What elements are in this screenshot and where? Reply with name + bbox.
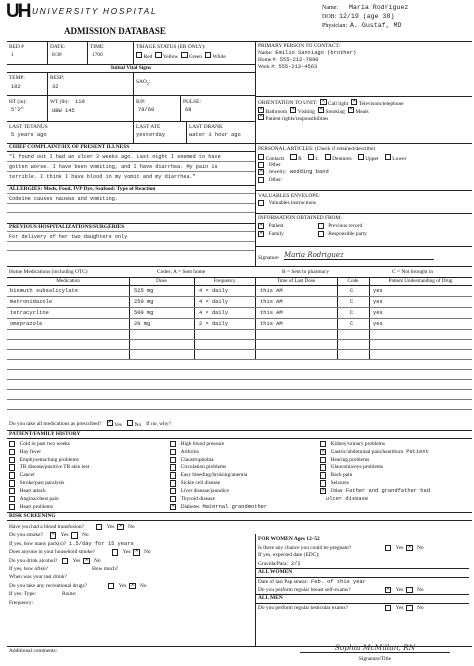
patient-rights-checkbox[interactable] [258,114,264,120]
col-dose: Dose [156,278,167,284]
household-smoke-yes-checkbox[interactable] [112,549,118,555]
table-row: omeprazole 20 mg 2 × daily this AM C yes [10,321,383,327]
code-a: Codes: A = Sent home [157,269,206,275]
allergies-label: ALLERGIES: Meds, Food, IVP Dye, Seafood: Type of Reaction [9,186,156,192]
transfusion-yes-checkbox[interactable] [96,524,102,530]
drugs-yes-checkbox[interactable] [108,583,114,589]
hx-stroke-checkbox[interactable] [9,480,15,486]
pregnant-yes-checkbox[interactable] [385,545,391,551]
hx-circulation-checkbox[interactable] [170,464,176,470]
code-b: B = Sent to pharmacy [282,269,330,275]
personal-articles-label: PERSONAL ARTICLES: (Check if retained/describe) [258,146,376,152]
valuables-section: VALUABLES ENVELOPE: Valuables instructions [258,193,321,206]
table-row: metronidazole 250 mg 4 × daily this AM C yes [10,299,383,305]
contact-home-phone: 555-212-7890 [279,57,319,63]
primary-contact-section: PRIMARY PERSON TO CONTACT: Name: Emilio Santiago (brother) Home #: 555-212-7890 Work #: 555-213-4563 [258,43,357,70]
temp-value: 102 [11,84,21,90]
meds-prescribed-no-checkbox[interactable] [127,420,133,426]
resp-value: 32 [52,84,59,90]
pulse-value: 68 [185,107,192,113]
code-c: C = Not brought in [392,269,434,275]
testicular-yes-checkbox[interactable] [385,605,391,611]
contacts-checkbox[interactable] [258,154,264,160]
physician-value: A. Gustaf, MD [350,22,402,30]
nurse-signature: Sophia McMillan, RN [300,643,450,653]
glasses-other-checkbox[interactable] [258,162,264,168]
form-title: ADMISSION DATABASE [64,26,166,36]
hx-heart-problems-checkbox[interactable] [9,504,15,510]
name-label: Name: [322,5,338,12]
vitals-row-2 [7,96,255,121]
admission-row [7,42,255,64]
time-label: TIME: [90,44,105,50]
info-source-section: INFORMATION OBTAINED FROM: ✕ Patient Previous record ✕ Family Responsible party [258,215,470,245]
contact-name: Emilio Santiago (brother) [275,50,357,56]
contacts-left-checkbox[interactable] [308,154,314,160]
last-drank-label: LAST DRANK [189,124,223,130]
hx-hay-fever-checkbox[interactable] [9,449,15,455]
other-note-2: ulcer disease [326,496,369,503]
all-women-label: ALL WOMEN [258,569,293,575]
last-drank-value: water 1 hour ago [189,132,241,138]
hx-other-checkbox[interactable] [320,488,326,494]
chief-complaint-section [7,143,255,185]
testicular-no-checkbox[interactable] [406,605,412,611]
jewelry-value: wedding band [289,169,329,175]
weight-label: WT (lb): [50,99,69,105]
lower-checkbox[interactable] [385,154,391,160]
hospital-logo [6,2,176,24]
for-women-label: FOR WOMEN Ages 12–52 [258,536,320,542]
resp-label: RESP: [50,75,65,81]
info-family-checkbox[interactable] [258,231,264,237]
history-col-2: High blood pressure Arthritis Claustrophobia Circulation problems Easy bleeding/bruising/anemia Sickle cell disease Liver disease/jaundice Thyroid disease ✕ Diabetes Maternal grandmother [170,440,320,511]
height-label: HT (in): [9,99,27,105]
bp-label: B/P: [136,99,146,105]
table-row: tetracycline 500 mg 4 × daily this AM C yes [10,310,383,316]
other-note-1: Father and grandfather had [345,488,430,495]
smoke-no-checkbox[interactable] [71,532,77,538]
dob-value: 12/19 (age 38) [339,13,395,21]
valuables-checkbox[interactable] [258,200,264,206]
hospitalizations-section [7,224,255,266]
logo-mark: UH [6,1,30,22]
hx-liver-checkbox[interactable] [170,488,176,494]
other-label: Other [268,161,281,168]
meds-prescribed-row: Do you take all medications as prescribed? ✕ Yes No If no, why? [9,420,171,428]
transfusion-no-checkbox[interactable] [117,524,123,530]
hx-kidney-checkbox[interactable] [320,441,326,447]
hx-thyroid-checkbox[interactable] [170,496,176,502]
comments-label: Additional comments: [9,648,58,654]
hx-cold-checkbox[interactable] [9,441,15,447]
orientation-label: ORIENTATION TO UNIT: [258,99,318,106]
dob-label: DOB: [322,14,337,21]
bp-value: 78/60 [138,107,155,113]
col-understanding: Patient Understanding of Drug [388,278,453,284]
weight-value: 110 [75,99,85,105]
vitals-row-1 [7,73,255,95]
triage-yellow-checkbox[interactable] [155,52,161,58]
temp-label: TEMP: [9,75,25,81]
other-article-checkbox[interactable] [258,177,264,183]
height-value: 5'2" [11,107,24,113]
date-value: 8/30 [52,52,62,58]
dentures-checkbox[interactable] [325,154,331,160]
breast-exam-no-checkbox[interactable] [406,587,412,593]
jewelry-checkbox[interactable] [258,169,264,175]
call-light-checkbox[interactable] [320,99,326,105]
hx-bleeding-checkbox[interactable] [170,472,176,478]
col-medication: Medication [56,278,80,284]
smoking-checkbox[interactable] [318,107,324,113]
breast-exam-yes-checkbox[interactable] [385,587,391,593]
hx-glaucoma-checkbox[interactable] [320,464,326,470]
logo-text: UNIVERSITY HOSPITAL [32,7,158,16]
allergies-value: Codeine causes nausea and vomiting. [9,196,118,202]
upper-checkbox[interactable] [358,154,364,160]
history-col-3: Kidney/urinary problems ✕ Gastric/abdominal pain/heartburn Patient Hearing problems Glaucoma/eye problems Back pain Seizures ✕ Other Father and grandfather had ulcer disease [320,440,472,503]
contact-work-phone: 555-213-4563 [278,64,318,70]
home-medications-section [7,267,472,417]
table-row: bismuth subsalicylate 525 mg 4 × daily this AM C yes [10,288,383,294]
hx-tb-checkbox[interactable] [9,464,15,470]
allergies-section [7,186,255,223]
diabetes-note: Maternal grandmother [202,503,268,510]
risk-section: Have you had a blood transfusion? Yes ✕ No Do you smoke? ✕ Yes No If yes, how many pack(s)? 1.5/day for 15 years Does anyone in your household smoke? Yes ✕ No Do you drink alcohol? Yes ✕ No If yes, how often? How much? When was your last drink? Do you take any recreational drugs? Yes ✕ No If yes: Type: Route: Frequency: [9,523,253,607]
usual-body-weight: UBW 145 [52,108,75,114]
meals-checkbox[interactable] [348,107,354,113]
packs-value: 1.5/day for 15 years [69,540,134,547]
bed-value: 1 [11,52,14,58]
info-source-label: INFORMATION OBTAINED FROM: [258,215,342,221]
complaint-line-1: "I found out I had an ulcer 2 weeks ago. Last night I seemed to have [9,154,221,160]
all-men-label: ALL MEN [258,595,283,601]
drugs-no-checkbox[interactable] [129,583,135,589]
pregnant-no-checkbox[interactable] [406,545,412,551]
signature-label: Signature [258,255,279,261]
contacts-right-checkbox[interactable] [290,154,296,160]
complaint-line-2: gotten worse. I have been vomiting, and I have diarrhea. My pain is [9,164,218,170]
patient-name: Maria Rodriguez [349,4,409,12]
patient-signature: Maria Rodriguez [284,251,434,260]
hospitalizations-label: PREVIOUS HOSPITALIZATIONS/SURGERIES [9,224,125,230]
col-frequency: Frequency [213,278,236,284]
gastric-note: Patient [406,448,429,455]
bathroom-checkbox[interactable] [258,107,264,113]
vitals-row-3 [7,122,255,143]
meds-prescribed-question: Do you take all medications as prescribed? [9,420,102,427]
complaint-line-3: terrible. I think I have blood in my vomit and my diarrhea." [9,174,196,180]
tetanus-label: LAST TETANUS [9,124,48,130]
gravida-value: 2/2 [290,560,301,567]
home-meds-label: Home Medications (including OTC) [9,269,88,275]
signature-top [258,251,470,265]
hx-back-pain-checkbox[interactable] [320,472,326,478]
pulse-label: PULSE: [183,99,201,105]
bed-label: BED # [9,44,24,50]
hx-hearing-checkbox[interactable] [320,457,326,463]
history-col-1: Cold in past two weeks Hay fever Emphysema/lung problems TB disease/positive TB skin test Cancer Stroke/past paralysis Heart attack Angina/chest pain Heart problems [9,440,159,511]
hx-high-bp-checkbox[interactable] [170,441,176,447]
info-previous-record-checkbox[interactable] [318,223,324,229]
personal-articles-section: PERSONAL ARTICLES: (Check if retained/describe) Contacts R L Dentures Upper Lower Other ✕ Jewelry: wedding band Other: [258,146,470,186]
hx-emphysema-checkbox[interactable] [9,457,15,463]
patient-id-block [322,4,472,31]
pap-value: Feb. of this year [311,578,366,585]
visiting-checkbox[interactable] [290,107,296,113]
smoke-yes-checkbox[interactable] [50,532,56,538]
television-checkbox[interactable] [351,99,357,105]
col-last-dose: Time of Last Dose [276,278,316,284]
orientation-section: ORIENTATION TO UNIT: ✕ Call light ✕ Television/telephone ✕Bathroom ✕ Visiting ✕ Smoking ✕ Meals ✕Patient rights/responsibilities [258,99,470,127]
last-ate-label: LAST ATE [136,124,161,130]
hx-seizures-checkbox[interactable] [320,480,326,486]
tetanus-value: 5 years ago [11,132,47,138]
col-code: Code [347,278,359,284]
triage-options: Red Yellow Green White [136,52,226,60]
household-smoke-no-checkbox[interactable] [133,549,139,555]
physician-label: Physician: [322,23,347,30]
alcohol-no-checkbox[interactable] [83,558,89,564]
vitals-header: Initial Vital Signs [110,65,152,71]
triage-white-checkbox[interactable] [205,52,211,58]
column-divider [255,41,256,266]
hx-diabetes-checkbox[interactable] [170,504,176,510]
triage-red-checkbox[interactable] [136,52,142,58]
hospitalizations-value: For delivery of her two daughters only [9,234,128,240]
sao2-label: $SAO_2$: [136,79,151,87]
hx-gastric-checkbox[interactable] [320,449,326,455]
hx-heart-attack-checkbox[interactable] [9,488,15,494]
hx-angina-checkbox[interactable] [9,496,15,502]
women-men-section: FOR WOMEN Ages 12–52 Is there any chance you could be pregnant? Yes ✕ No If yes, expected date (EDC): Gravida/Para: 2/2 ALL WOMEN Date of last Pap smear: Feb. of this year Do you perform regular breast self-exams? ✕ Yes No ALL MEN Do you perform regular testicular exams? Yes No [258,536,470,612]
history-label: PATIENT/FAMILY HISTORY [9,431,81,437]
info-patient-checkbox[interactable] [258,223,264,229]
alcohol-yes-checkbox[interactable] [62,558,68,564]
hx-cancer-checkbox[interactable] [9,472,15,478]
date-label: DATE: [50,44,66,50]
triage-green-checkbox[interactable] [181,52,187,58]
meds-prescribed-yes-checkbox[interactable] [107,420,113,426]
hx-sickle-cell-checkbox[interactable] [170,480,176,486]
signature-title-label: Signature/Title [358,656,392,662]
primary-contact-label: PRIMARY PERSON TO CONTACT: [258,43,341,49]
info-responsible-party-checkbox[interactable] [318,231,324,237]
valuables-label: VALUABLES ENVELOPE: [258,193,321,199]
risk-label: RISK SCREENING [9,513,56,519]
triage-label: TRIAGE STATUS (ER ONLY): [136,44,206,50]
time-value: 1700 [92,52,103,58]
chief-complaint-label: CHIEF COMPLAINT/HX OF PRESENT ILLNESS [9,144,130,150]
last-ate-value: yesterday [136,132,166,138]
hx-claustrophobia-checkbox[interactable] [170,457,176,463]
hx-arthritis-checkbox[interactable] [170,449,176,455]
